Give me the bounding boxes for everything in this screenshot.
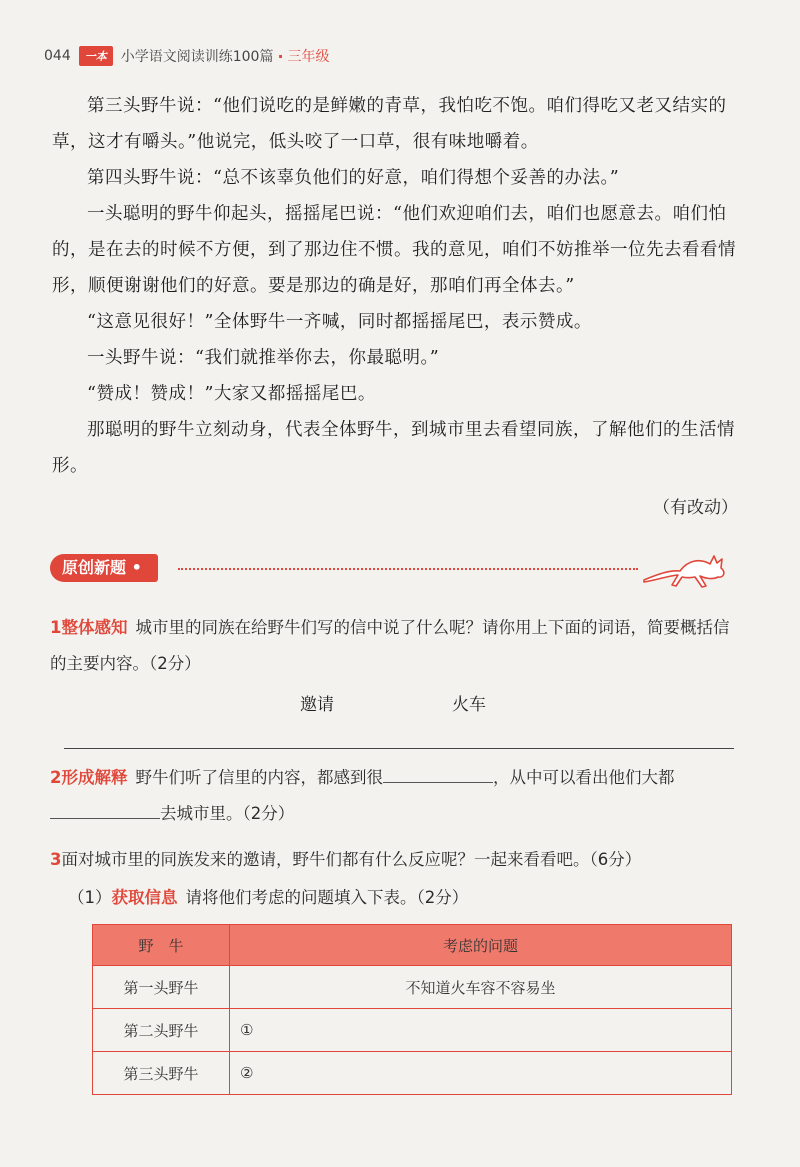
question-tag: 获取信息 [111, 888, 178, 907]
question-text: ，从中可以看出他们大都 [492, 768, 675, 787]
brand-logo: 一本 [79, 46, 113, 66]
answer-line[interactable] [64, 748, 734, 749]
question-tag: 形成解释 [61, 768, 128, 787]
question-number: 3 [50, 850, 62, 869]
header-separator: · [277, 46, 284, 66]
section-title-dot: • [131, 558, 142, 577]
table-row [93, 1009, 732, 1052]
question-1 [50, 610, 740, 682]
question-number: 1 [50, 618, 62, 637]
given-word: 火车 [452, 695, 486, 715]
section-dotted-line [178, 568, 638, 570]
page-number: 044 [44, 48, 71, 64]
answer-table [92, 924, 732, 1095]
story-paragraph: “这意见很好！”全体野牛一齐喊，同时都摇摇尾巴，表示赞成。 [87, 312, 592, 332]
question-text: 去城市里。（2分） [160, 804, 295, 823]
story-paragraph: 第四头野牛说：“总不该辜负他们的好意，咱们得想个妥善的办法。” [87, 168, 620, 188]
question-tag: 整体感知 [61, 618, 128, 637]
question-number: 2 [50, 768, 62, 787]
running-cat-icon [640, 550, 730, 590]
question-3-sub-1 [50, 880, 758, 916]
table-cell-buffalo: 第三头野牛 [93, 1052, 230, 1095]
table-header-row [93, 925, 732, 966]
story-paragraph: 一头聪明的野牛仰起头，摇摇尾巴说：“他们欢迎咱们去，咱们也愿意去。咱们怕的，是在去的时候不方便，到了那边住不惯。我的意见，咱们不妨推举一位先去看看情形，顺便谢谢他们的好意。要是那边的确是好，那咱们再全体去。” [52, 204, 736, 296]
answer-blank[interactable] [383, 762, 493, 783]
section-title: 原创新题 [62, 558, 127, 577]
story-paragraph: 那聪明的野牛立刻动身，代表全体野牛，到城市里去看望同族，了解他们的生活情形。 [52, 420, 735, 476]
story-paragraph: 一头野牛说：“我们就推举你去，你最聪明。” [87, 348, 440, 368]
table-cell-answer[interactable]: ① [230, 1009, 732, 1052]
section-title-tag [50, 554, 158, 582]
table-cell-concern: 不知道火车容不容易坐 [230, 966, 732, 1009]
table-row [93, 966, 732, 1009]
question-text: 面对城市里的同族发来的邀请，野牛们都有什么反应呢？一起来看看吧。（6分） [61, 850, 642, 869]
question-text: 野牛们听了信里的内容，都感到很 [135, 768, 383, 787]
question-text: 城市里的同族在给野牛们写的信中说了什么呢？请你用上下面的词语，简要概括信的主要内容。（2分） [50, 618, 730, 673]
section-banner [50, 550, 750, 592]
sub-question-number: （1） [68, 888, 112, 907]
table-header-cell: 考虑的问题 [230, 925, 732, 966]
table-row [93, 1052, 732, 1095]
page-header [44, 44, 330, 68]
table-cell-buffalo: 第二头野牛 [93, 1009, 230, 1052]
story-paragraph: “赞成！赞成！”大家又都摇摇尾巴。 [87, 384, 376, 404]
story-text [52, 88, 742, 526]
table-cell-buffalo: 第一头野牛 [93, 966, 230, 1009]
table-cell-answer[interactable]: ② [230, 1052, 732, 1095]
story-paragraph: 第三头野牛说：“他们说吃的是鲜嫩的青草，我怕吃不饱。咱们得吃又老又结实的草，这才有嚼头。”他说完，低头咬了一口草，很有味地嚼着。 [52, 96, 727, 152]
table-header-cell: 野 牛 [93, 925, 230, 966]
sub-question-text: 请将他们考虑的问题填入下表。（2分） [185, 888, 469, 907]
grade-label: 三年级 [287, 49, 330, 65]
book-title: 小学语文阅读训练100篇 [120, 49, 274, 65]
given-word: 邀请 [300, 695, 334, 715]
answer-blank[interactable] [50, 798, 160, 819]
question-2 [50, 760, 740, 832]
source-note: （有改动） [653, 498, 738, 518]
question-3 [50, 842, 740, 878]
